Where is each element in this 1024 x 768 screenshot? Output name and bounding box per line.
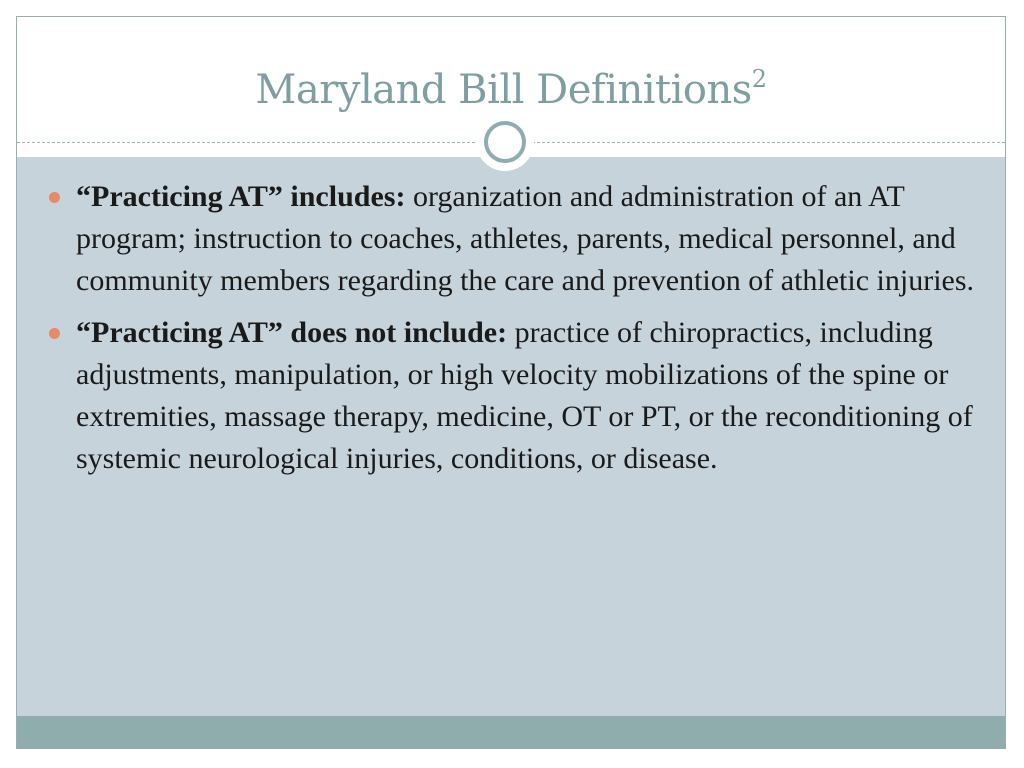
slide-title bbox=[17, 65, 1005, 113]
bullet-dot-icon bbox=[49, 328, 60, 339]
footer-band bbox=[17, 716, 1005, 749]
bullet-lead: “Practicing AT” includes: bbox=[76, 180, 406, 213]
bullet-dot-icon bbox=[49, 192, 60, 203]
bullet-list bbox=[47, 176, 982, 490]
bullet-text: practice of chiropractics, including adjustments, manipulation, or high velocity mobilizations of the spine or extremities, massage therapy, medicine, OT or PT, or the reconditioning of systemic neurological injuries, conditions, or disease. bbox=[76, 316, 973, 475]
bullet-text: organization and administration of an AT program; instruction to coaches, athletes, parents, medical personnel, and community members regarding the care and prevention of athletic injuries. bbox=[76, 180, 975, 297]
ring-icon bbox=[484, 121, 526, 163]
bullet-item-includes bbox=[47, 176, 982, 302]
bullet-lead: “Practicing AT” does not include: bbox=[76, 316, 508, 349]
bullet-item-excludes bbox=[47, 312, 982, 480]
title-superscript: 2 bbox=[751, 65, 767, 93]
slide-title-text: Maryland Bill Definitions bbox=[255, 67, 752, 113]
